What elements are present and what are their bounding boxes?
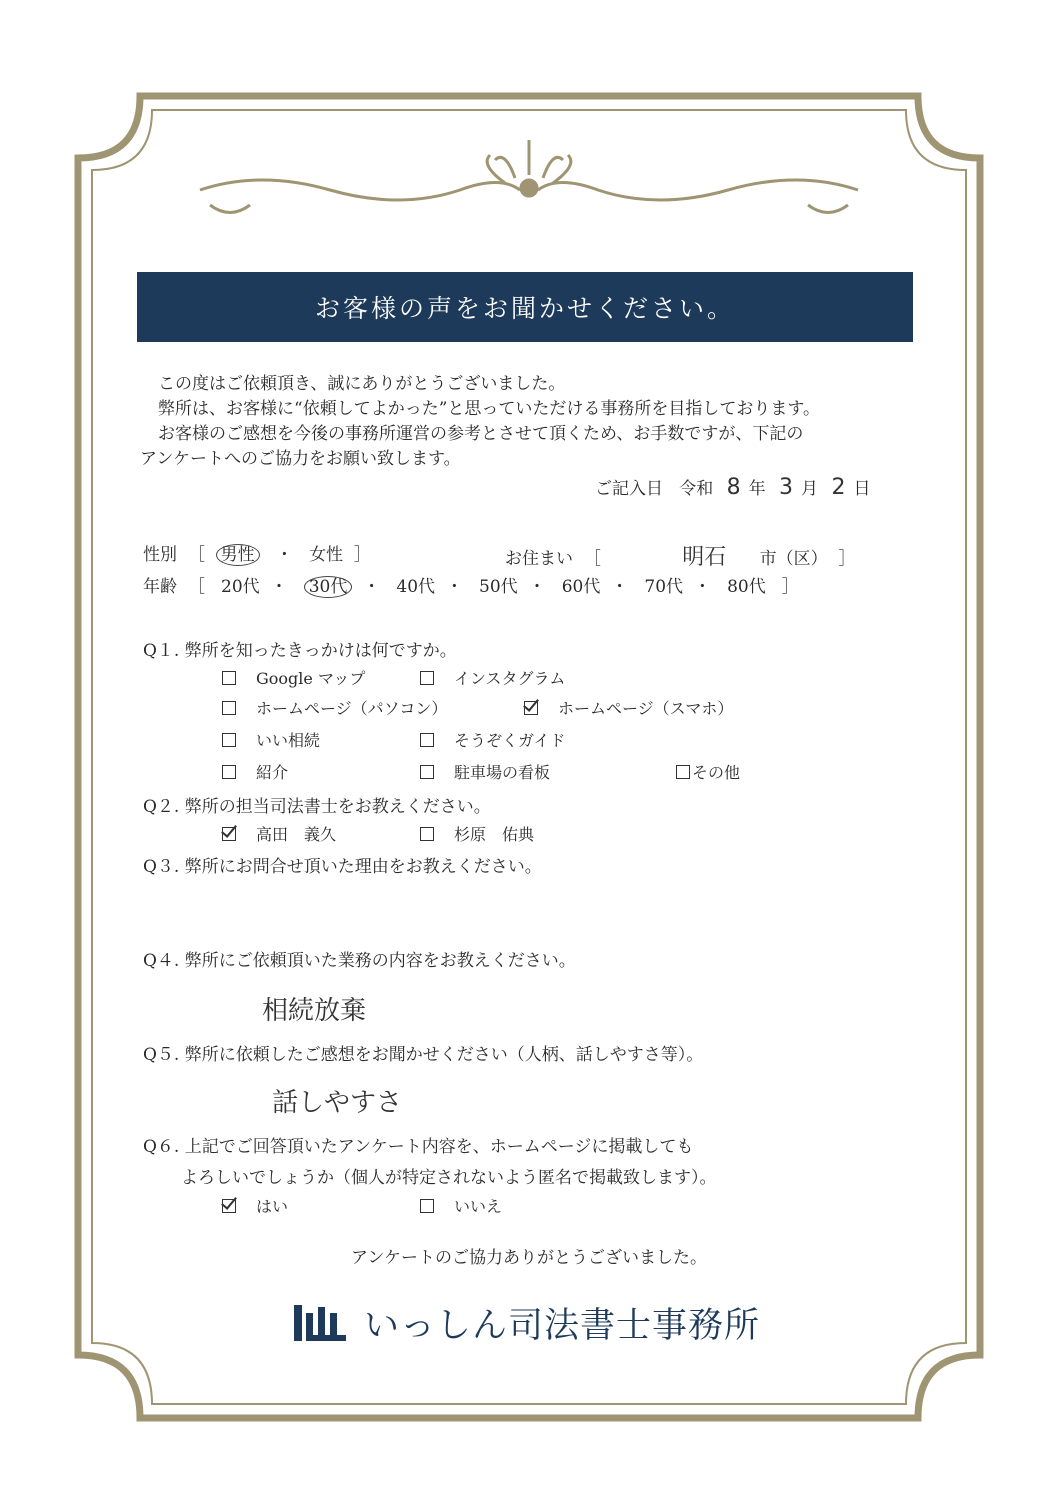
q6-question-line2: よろしいでしょうか（個人が特定されないよう匿名で掲載致します）。 [181, 1168, 717, 1188]
q1-option-referral[interactable] [222, 760, 288, 783]
q5-answer[interactable]: 話しやすさ [272, 1088, 403, 1118]
bracket: ［ [187, 577, 205, 597]
bracket: ］ [838, 549, 856, 569]
checkbox-icon[interactable] [420, 765, 434, 779]
age-option-20[interactable]: 20代 [221, 577, 260, 597]
option-label: その他 [692, 763, 741, 782]
bracket: ］ [781, 577, 799, 597]
age-option-50[interactable]: 50代 [479, 577, 518, 597]
date-field [595, 474, 870, 500]
separator: ・ [363, 577, 381, 597]
q6-option-yes[interactable] [222, 1194, 288, 1217]
intro-line: この度はご依頼頂き、誠にありがとうございました。 [158, 374, 566, 394]
date-day[interactable]: 2 [831, 475, 846, 500]
separator: ・ [611, 577, 629, 597]
office-logo [292, 1298, 760, 1348]
option-label: Google マップ [256, 669, 366, 688]
q1-question: Q１. 弊所を知ったきっかけは何ですか。 [143, 641, 457, 661]
page-title: お客様の声をお聞かせください。 [137, 272, 913, 342]
q2-question: Q２. 弊所の担当司法書士をお教えください。 [143, 797, 491, 817]
q6-question-line1: Q６. 上記でご回答頂いたアンケート内容を、ホームページに掲載しても [143, 1137, 694, 1157]
age-option-60[interactable]: 60代 [561, 577, 601, 597]
intro-line: お客様のご感想を今後の事務所運営の参考とさせて頂くため、お手数ですが、下記の [158, 424, 804, 444]
separator: ・ [270, 577, 288, 597]
month-unit: 月 [801, 479, 819, 499]
option-label: ホームページ（パソコン） [256, 699, 448, 718]
q2-option-sugihara[interactable] [420, 822, 534, 845]
age-label: 年齢 [143, 577, 177, 597]
q1-option-homepage-smartphone[interactable] [524, 696, 733, 719]
checkbox-icon[interactable] [222, 701, 236, 715]
q1-option-homepage-pc[interactable] [222, 696, 447, 719]
ornament-icon [200, 140, 858, 213]
q4-question: Q４. 弊所にご依頼頂いた業務の内容をお教えください。 [143, 951, 576, 971]
intro-text [140, 372, 930, 472]
age-option-40[interactable]: 40代 [396, 577, 436, 597]
q4-answer[interactable]: 相続放棄 [262, 996, 367, 1026]
option-label: 駐車場の看板 [454, 763, 551, 782]
age-option-30[interactable]: 30代 [304, 576, 353, 598]
date-label: ご記入日 [595, 479, 663, 499]
separator: ・ [445, 577, 463, 597]
separator: ・ [275, 545, 293, 565]
q1-option-parking-sign[interactable] [420, 760, 550, 783]
date-year[interactable]: 8 [726, 475, 741, 500]
checkbox-checked-icon[interactable] [222, 827, 236, 841]
bracket: ［ [187, 545, 205, 565]
gender-option-male[interactable]: 男性 [216, 544, 260, 566]
day-unit: 日 [853, 479, 871, 499]
checkbox-icon[interactable] [222, 733, 236, 747]
option-label: はい [256, 1197, 289, 1216]
date-era: 令和 [679, 479, 714, 499]
q6-option-no[interactable] [420, 1194, 502, 1217]
intro-line: 弊所は、お客様に“依頼してよかった”と思っていただける事務所を目指しております。 [158, 399, 821, 419]
checkbox-icon[interactable] [222, 671, 236, 685]
option-label: いいえ [454, 1197, 503, 1216]
checkbox-icon[interactable] [420, 827, 434, 841]
checkbox-icon[interactable] [222, 765, 236, 779]
checkbox-checked-icon[interactable] [524, 701, 538, 715]
q5-question: Q５. 弊所に依頼したご感想をお聞かせください（人柄、話しやすさ等）。 [143, 1045, 704, 1065]
thanks-message: アンケートのご協力ありがとうございました。 [351, 1248, 707, 1268]
date-month[interactable]: 3 [779, 475, 794, 500]
option-label: ホームページ（スマホ） [558, 699, 734, 718]
gender-label: 性別 [143, 545, 177, 565]
intro-line: アンケートへのご協力をお願い致します。 [140, 449, 461, 469]
option-label: 紹介 [256, 763, 289, 782]
residence-value[interactable]: 明石 [682, 545, 727, 570]
checkbox-checked-icon[interactable] [222, 1199, 236, 1213]
age-option-80[interactable]: 80代 [727, 577, 766, 597]
residence-row [505, 540, 855, 571]
q2-option-takata[interactable] [222, 822, 336, 845]
office-name: いっしん司法書士事務所 [364, 1306, 761, 1346]
q1-option-other[interactable] [676, 760, 740, 783]
bracket: ］ [353, 545, 371, 565]
q1-option-ii-souzoku[interactable] [222, 728, 320, 751]
checkbox-icon[interactable] [420, 671, 434, 685]
residence-label: お住まい [505, 549, 573, 569]
q1-option-google-map[interactable] [222, 666, 365, 689]
separator: ・ [693, 577, 711, 597]
option-label: 高田 義久 [256, 825, 337, 844]
checkbox-icon[interactable] [420, 1199, 434, 1213]
gender-row [143, 540, 371, 565]
q1-option-souzoku-guide[interactable] [420, 728, 566, 751]
option-label: インスタグラム [454, 669, 566, 688]
year-unit: 年 [748, 479, 766, 499]
q1-option-instagram[interactable] [420, 666, 565, 689]
residence-unit: 市（区） [759, 549, 828, 569]
gender-option-female[interactable]: 女性 [309, 545, 344, 565]
option-label: いい相続 [256, 731, 321, 750]
checkbox-icon[interactable] [420, 733, 434, 747]
bracket: ［ [583, 549, 601, 569]
checkbox-icon[interactable] [676, 765, 690, 779]
age-row [143, 572, 799, 597]
age-option-70[interactable]: 70代 [644, 577, 684, 597]
separator: ・ [528, 577, 546, 597]
option-label: そうぞくガイド [454, 731, 566, 750]
option-label: 杉原 佑典 [454, 825, 535, 844]
logo-mark-icon [292, 1303, 348, 1343]
q3-question: Q３. 弊所にお問合せ頂いた理由をお教えください。 [143, 857, 542, 877]
